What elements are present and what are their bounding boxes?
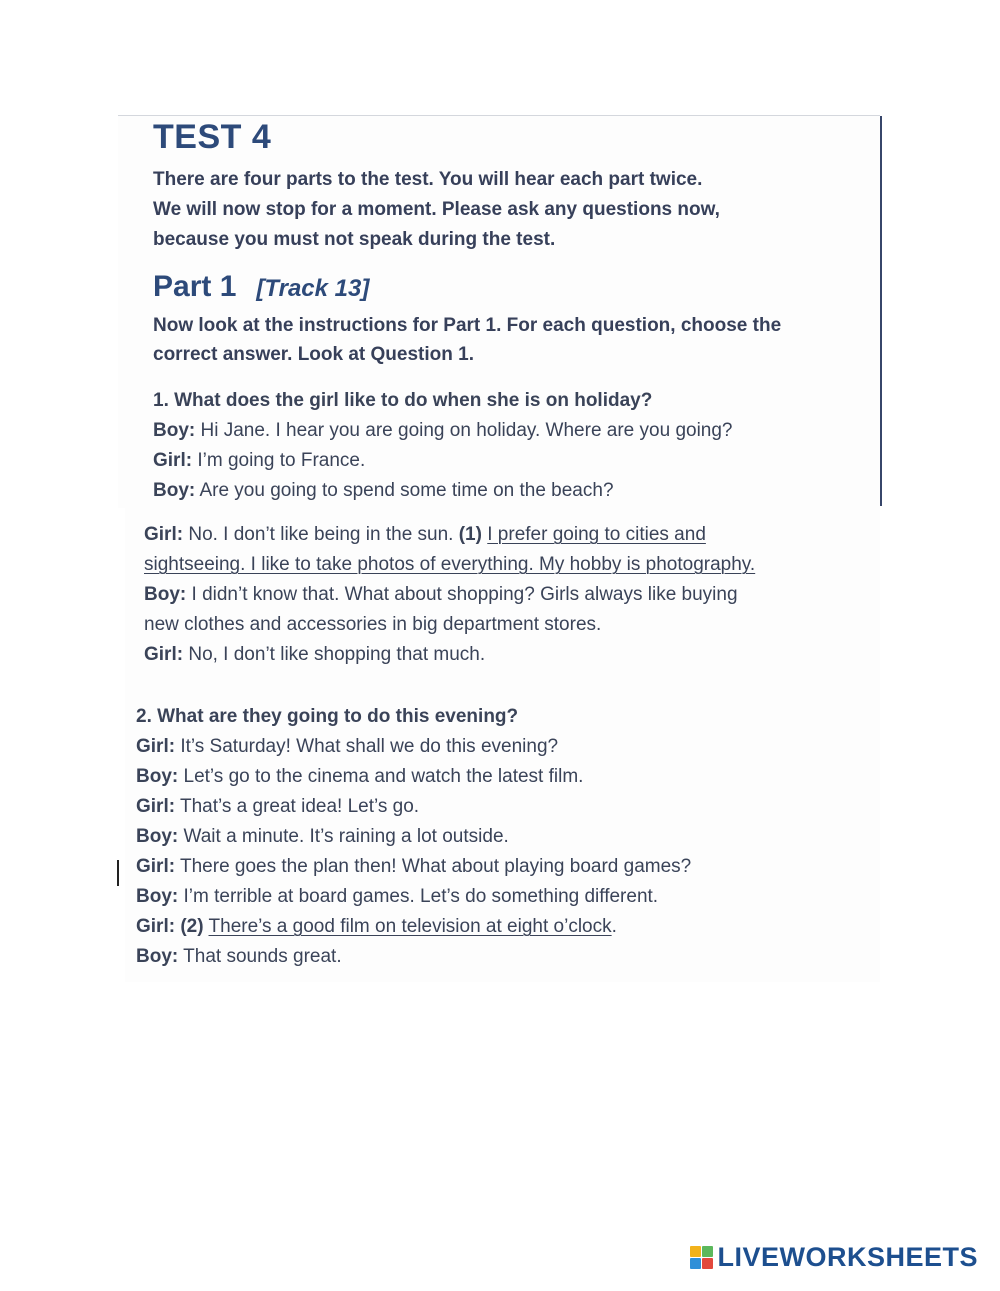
answer-marker: (2) [180, 916, 204, 937]
dialogue-text: No. I don’t like being in the sun. [183, 524, 459, 545]
dialogue-line [144, 520, 755, 550]
dialogue-line [136, 762, 691, 792]
test-title: TEST 4 [153, 118, 272, 156]
dialogue-text: That sounds great. [178, 946, 342, 967]
dialogue-text: Wait a minute. It’s raining a lot outside. [178, 826, 509, 847]
answer-text: sightseeing. I like to take photos of everything. My hobby is photography. [144, 554, 756, 575]
question-1-heading: 1. What does the girl like to do when she is on holiday? [153, 390, 653, 411]
answer-text: There’s a good film on television at eight o’clock [208, 916, 612, 937]
question-2-heading: 2. What are they going to do this evening? [136, 706, 519, 727]
answer-text: I prefer going to cities and [487, 524, 706, 545]
part-label: Part 1 [153, 270, 237, 303]
answer-end: . [611, 916, 617, 937]
part-heading [153, 270, 369, 304]
speaker: Boy: [136, 946, 179, 967]
dialogue-line [136, 792, 691, 822]
logo-mark-icon [690, 1246, 713, 1269]
speaker: Girl: [136, 916, 176, 937]
dialogue-text: I’m going to France. [192, 450, 366, 471]
dialogue-line [136, 942, 691, 972]
logo-square [702, 1246, 713, 1257]
intro-line: There are four parts to the test. You will hear each part twice. [153, 169, 703, 190]
dialogue-text: No, I don’t like shopping that much. [183, 644, 486, 665]
dialogue-line [153, 476, 733, 506]
logo-square [702, 1258, 713, 1269]
test-intro [153, 165, 720, 255]
speaker: Boy: [144, 584, 187, 605]
dialogue-text: That’s a great idea! Let’s go. [175, 796, 420, 817]
question-1-top [153, 386, 733, 506]
dialogue-line [153, 446, 733, 476]
dialogue-line [144, 580, 755, 610]
logo-square [690, 1246, 701, 1257]
speaker: Girl: [136, 856, 176, 877]
speaker: Boy: [136, 766, 179, 787]
speaker: Boy: [136, 826, 179, 847]
logo-square [690, 1258, 701, 1269]
part-instructions [153, 311, 781, 369]
speaker: Boy: [153, 480, 196, 501]
liveworksheets-logo[interactable] [690, 1242, 978, 1273]
speaker: Boy: [153, 420, 196, 441]
instruction-line: correct answer. Look at Question 1. [153, 344, 474, 365]
logo-text: LIVEWORKSHEETS [717, 1242, 978, 1272]
dialogue-text: Let’s go to the cinema and watch the latest film. [178, 766, 584, 787]
text-cursor [117, 860, 119, 886]
dialogue-text: There goes the plan then! What about playing board games? [175, 856, 692, 877]
dialogue-line [136, 822, 691, 852]
speaker: Girl: [136, 796, 176, 817]
intro-line: We will now stop for a moment. Please ask any questions now, [153, 199, 720, 220]
dialogue-text: Hi Jane. I hear you are going on holiday. Where are you going? [195, 420, 733, 441]
dialogue-line [136, 912, 691, 942]
dialogue-line [136, 852, 691, 882]
speaker: Girl: [144, 524, 184, 545]
dialogue-line: new clothes and accessories in big department stores. [144, 614, 602, 635]
intro-line: because you must not speak during the test. [153, 229, 556, 250]
speaker: Girl: [144, 644, 184, 665]
dialogue-text: It’s Saturday! What shall we do this evening? [175, 736, 559, 757]
dialogue-text: I didn’t know that. What about shopping? Girls always like buying [186, 584, 738, 605]
scan-edge [880, 116, 882, 506]
dialogue-line [136, 882, 691, 912]
dialogue-text: I’m terrible at board games. Let’s do something different. [178, 886, 659, 907]
dialogue-line [144, 640, 755, 670]
question-1-bottom [144, 520, 755, 670]
answer-marker: (1) [458, 524, 482, 545]
dialogue-line [136, 732, 691, 762]
speaker: Girl: [153, 450, 193, 471]
instruction-line: Now look at the instructions for Part 1. For each question, choose the [153, 315, 782, 336]
dialogue-text: Are you going to spend some time on the beach? [195, 480, 614, 501]
speaker: Girl: [136, 736, 176, 757]
dialogue-line [153, 416, 733, 446]
speaker: Boy: [136, 886, 179, 907]
track-label: [Track 13] [256, 275, 370, 302]
question-2 [136, 702, 691, 972]
dialogue-line [144, 550, 755, 580]
